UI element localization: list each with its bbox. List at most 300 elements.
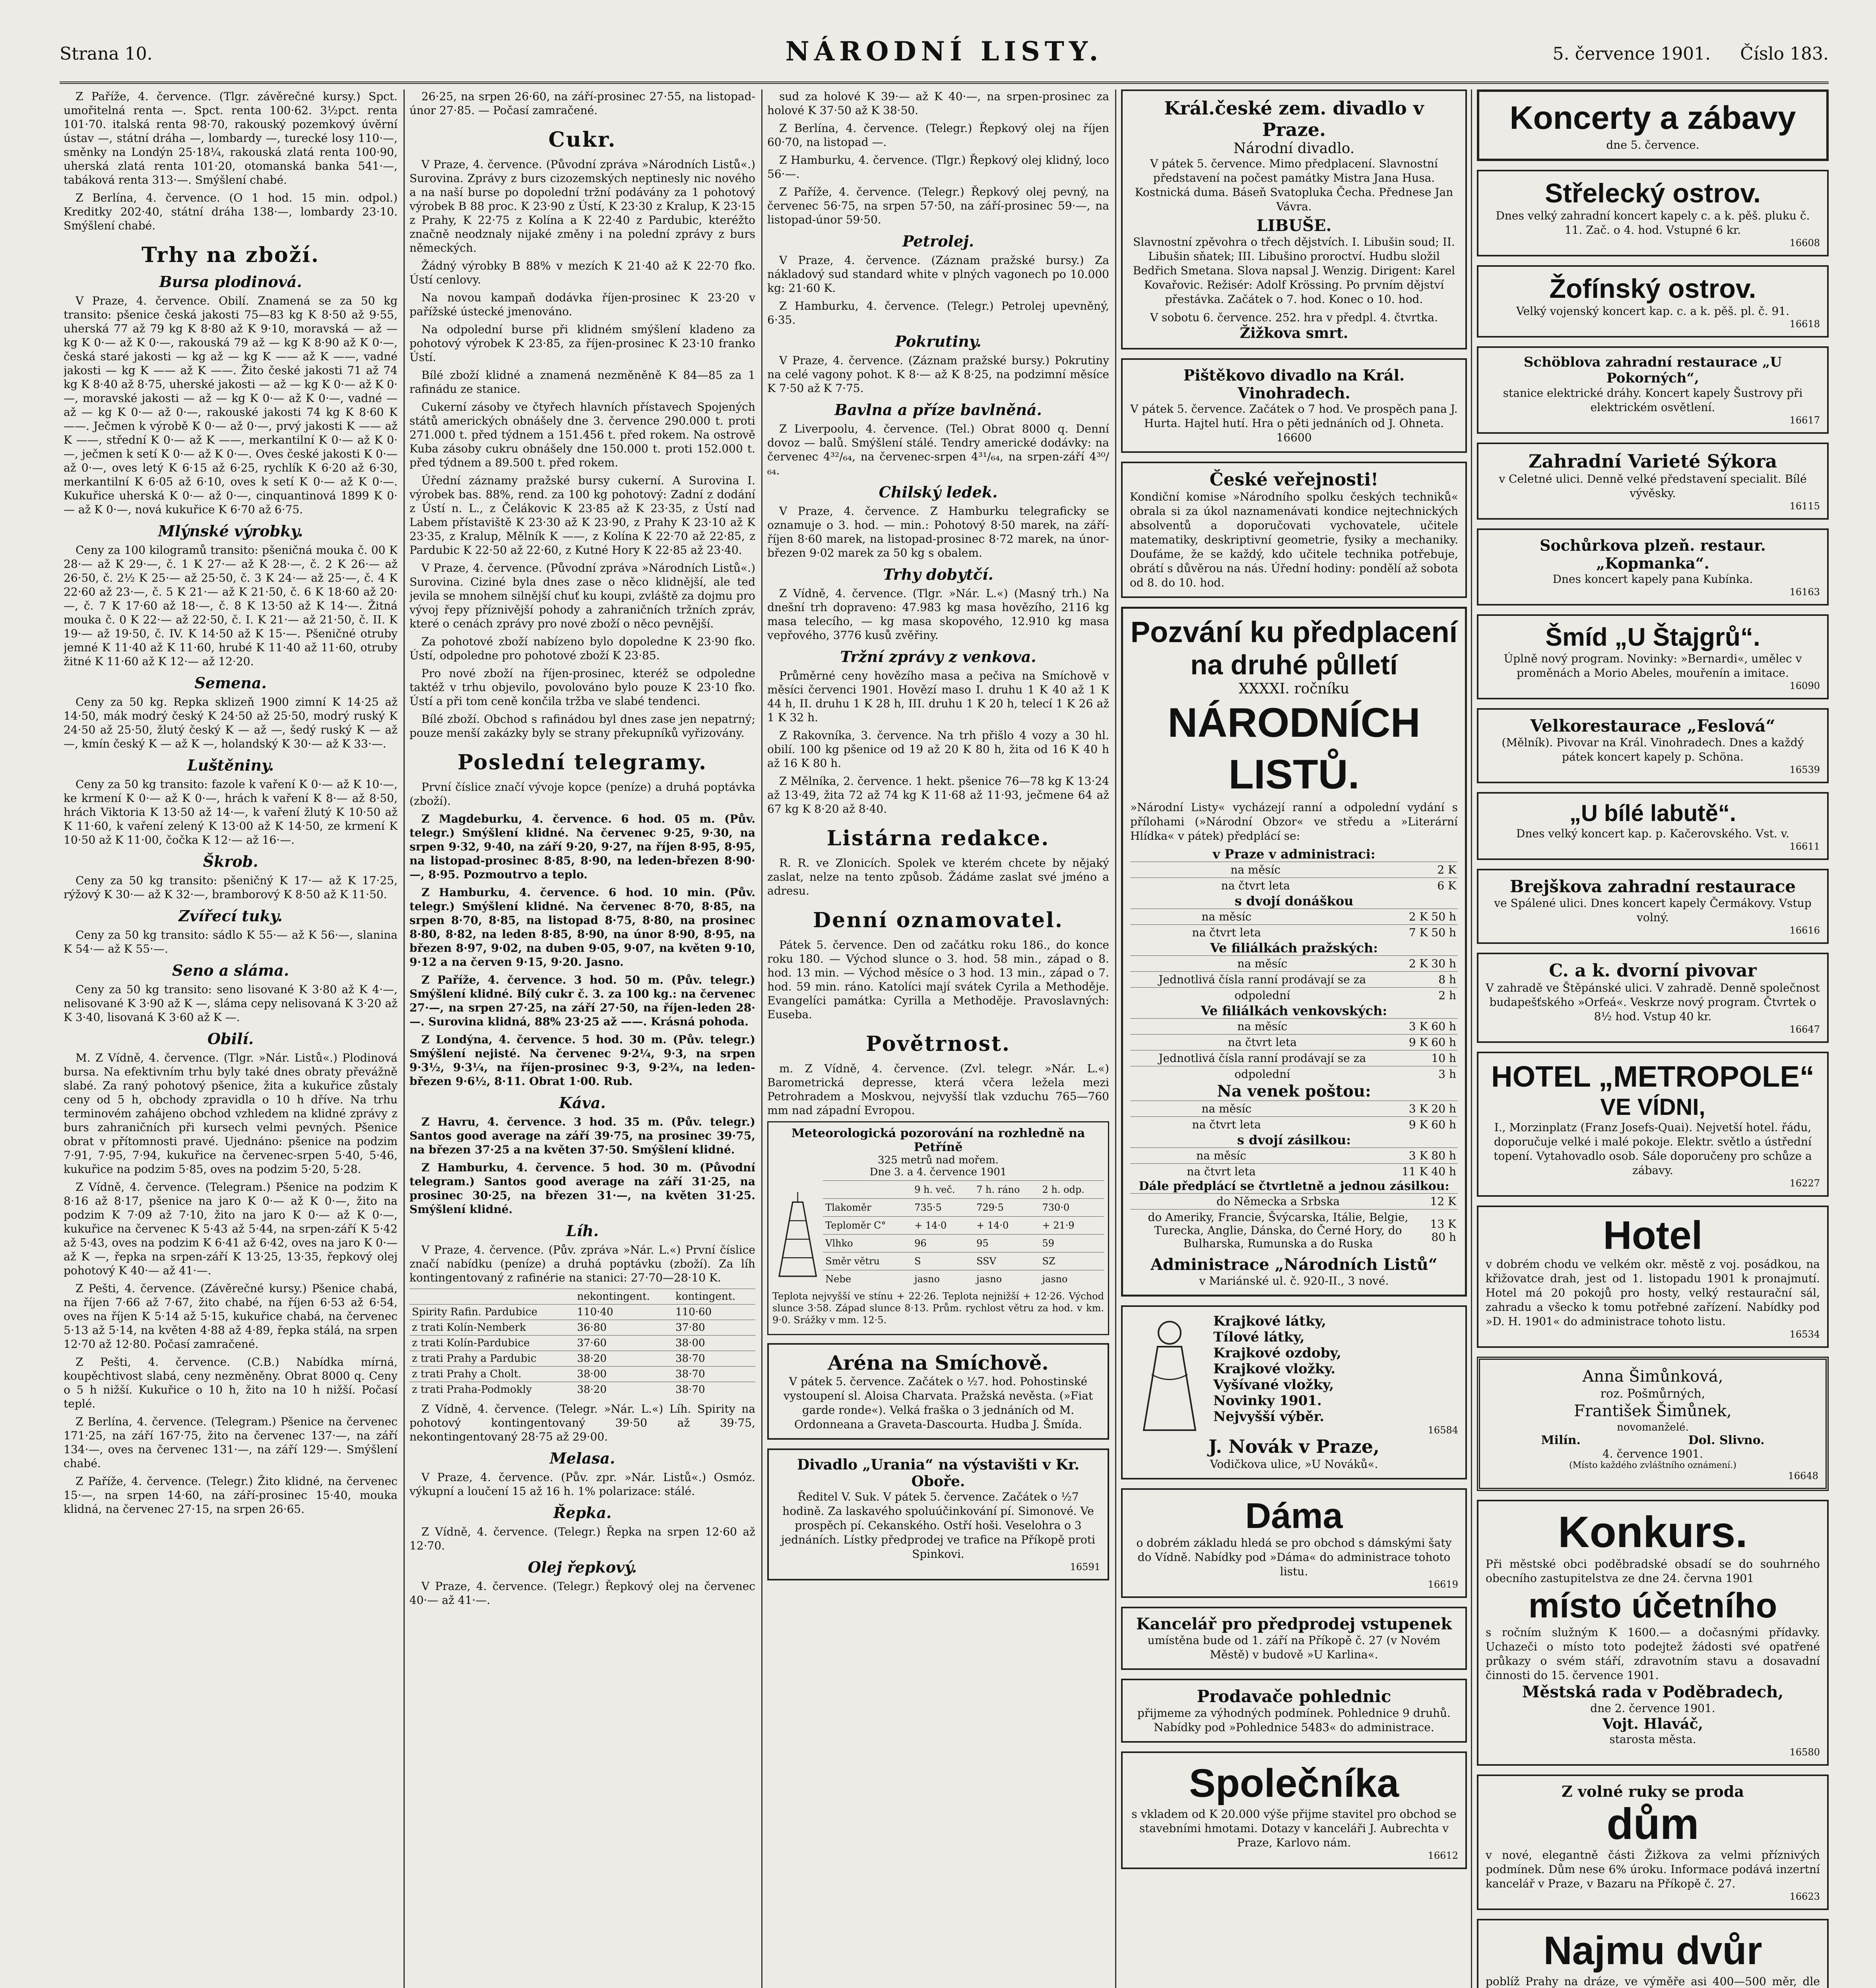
ad-arena — [767, 1343, 1109, 1440]
article-paragraph: Z Liverpoolu, 4. července. (Tel.) Obrat 8000 q. Denní dovoz — balů. Smýšlení stálé. Tendry americké dodávky: na červenec 4³²/₆₄, na červenec-srpen 4³¹/₆₄, na srpen-září 4³⁰/₆₄. — [767, 422, 1109, 477]
price-table — [1130, 1193, 1458, 1251]
price-table — [1130, 1101, 1458, 1132]
ad-number: 16115 — [1789, 501, 1820, 512]
table-header-cell: 7 h. ráno — [974, 1181, 1040, 1199]
ad-heading: LIBUŠE. — [1256, 216, 1332, 235]
article-paragraph: V Praze, 4. července. (Záznam pražské bursy.) Pokrutiny na celé vagony pohot. K 8·— až K 8·25, na podzimní měsíce K 7·50 až K 7·75. — [767, 354, 1109, 395]
table-cell: z trati Praha-Podmokly — [409, 1382, 575, 1398]
ad-feslova — [1477, 708, 1829, 783]
table-cell: na čtvrt leta — [1130, 1117, 1323, 1133]
table-cell: + 14·0 — [974, 1217, 1040, 1235]
article-paragraph: Ceny za 50 kg transito: seno lisované K 3·80 až K 4·—, nelisované K 3·90 až K —, sláma cepy nelisovaná K 3·20 až K 3·40, lisovaná K 3·60 až K —. — [64, 983, 398, 1024]
ad-brejska — [1477, 869, 1829, 944]
wedding-name: František Šimůnek, — [1574, 1402, 1732, 1420]
price-table — [1130, 909, 1458, 940]
table-cell: SZ — [1040, 1252, 1104, 1270]
subsection-heading: Tržní zprávy z venkova. — [840, 648, 1036, 666]
price-table — [1130, 1018, 1458, 1082]
ad-text: V pátek 5. července. Mimo předplacení. Slavnostní představení na počest památky Mistra Jana Husa. Kostnická duma. Báseň Svatopluka Čecha. Přednese Jan Vávra. — [1135, 157, 1453, 213]
ad-prodavace — [1121, 1679, 1467, 1743]
subsection-heading: Melasa. — [549, 1449, 615, 1467]
ad-title: HOTEL „METROPOLE“ — [1491, 1060, 1814, 1093]
column-5 — [1477, 89, 1829, 1988]
article-paragraph: Z Magdeburku, 4. července. 6 hod. 05 m. (Pův. telegr.) Smýšlení klidné. Na červenec 9·25, 9·30, na srpen 9·32, 9·40, na září 9·20, 9·27, na říjen 8·95, 8·95, na listopad-prosinec 8·85, 8·90, na leden-březen 8·90·—, 8·95. Pozmoutrvo a teplo. — [409, 812, 755, 881]
wedding-subtitle: novomanželé. — [1617, 1421, 1689, 1433]
ad-title: Hotel — [1603, 1213, 1703, 1258]
table-cell: 13 K 80 h — [1426, 1209, 1458, 1252]
section-heading: Trhy na zboží. — [142, 243, 320, 267]
ad-text: Velký vojenský koncert kap. c. a k. pěš. pl. č. 91. — [1516, 305, 1790, 318]
article-paragraph: Ceny za 50 kg transito: sádlo K 55·— až K 56·—, slanina K 54·— až K 55·—. — [64, 928, 398, 955]
table-cell: 9 K 60 h — [1395, 1035, 1458, 1050]
ad-number: 16619 — [1428, 1579, 1458, 1590]
ad-text: V sobotu 6. července. 252. hra v předpl. 4. čtvrtka. — [1150, 311, 1438, 324]
table-cell: na čtvrt leta — [1130, 925, 1323, 941]
meteo-title: Meteorologická pozorování na rozhledně na Petříně — [791, 1126, 1085, 1154]
table-cell: do Ameriky, Francie, Švýcarska, Itálie, Belgie, Turecka, Anglie, Dánska, do Černé Hory, do Bulharska, Rumunska a do Ruska — [1130, 1209, 1426, 1252]
article-paragraph: Z Hamburku, 4. července. (Tlgr.) Řepkový olej klidný, loco 56·—. — [767, 153, 1109, 181]
wedding-name: Anna Šimůnková, — [1582, 1367, 1723, 1386]
table-cell: 37·60 — [575, 1336, 673, 1351]
table-cell: jasno — [1040, 1270, 1104, 1288]
article-paragraph: R. R. ve Zlonicích. Spolek ve kterém chcete by nějaký zaslat, nelze na tento způsob. Žádáme zaslat své jméno a adresu. — [767, 856, 1109, 897]
table-row — [1130, 1117, 1458, 1133]
price-heading: s dvojí zásilkou: — [1237, 1132, 1351, 1147]
table-cell: 95 — [974, 1235, 1040, 1252]
price-table — [1130, 1147, 1458, 1179]
ad-ceske-verejnosti — [1121, 462, 1467, 598]
ad-text: Dnes velký zahradní koncert kapely c. a k. pěš. pluku č. 11. Zač. o 4. hod. Vstupné 6 kr. — [1496, 209, 1810, 237]
spirits-table — [409, 1289, 755, 1397]
ad-title: Prodavače pohlednic — [1197, 1687, 1391, 1706]
subsection-heading: Trhy dobytčí. — [883, 565, 993, 583]
ad-title: Král.české zem. divadlo v Praze. — [1164, 97, 1424, 140]
table-row — [823, 1217, 1104, 1235]
ad-smid — [1477, 614, 1829, 699]
subsection-heading: Bavlna a příze bavlněná. — [834, 401, 1042, 419]
table-cell: 6 K — [1381, 878, 1458, 894]
list-item: Krajkové ozdoby, — [1213, 1345, 1341, 1361]
ad-pokorny — [1477, 346, 1829, 434]
section-heading: Cukr. — [548, 128, 617, 152]
ad-number: 16591 — [1070, 1561, 1100, 1573]
ad-number: 16611 — [1789, 841, 1820, 852]
ad-title: C. a k. dvorní pivovar — [1549, 961, 1757, 981]
ad-number: 16623 — [1789, 1891, 1820, 1902]
ad-zofin — [1477, 265, 1829, 338]
table-cell: na čtvrt leta — [1130, 1035, 1395, 1050]
table-row — [409, 1305, 755, 1320]
price-table — [1130, 862, 1458, 893]
article-paragraph: Z Paříže, 4. července. (Tlgr. závěrečné kursy.) Spct. umořitelná renta —. Spct. renta 100·62. 3½pct. renta 101·70. italská renta 98·70, rakouský pozemkový úvěrní ústav —, státní dráha —, lombardy —, turecké losy 110·—, směnky na Londýn 25·18¼, rakouská zlatá renta 100·90, uherská zlatá renta 101·20, otomanská banka 541·—, tabáková renta 313·—. Smýšlení chabé. — [64, 90, 398, 186]
article-paragraph: Z Berlína, 4. července. (Telegram.) Pšenice na červenec 171·25, na září 167·75, žito na červenec 137·—, na září 134·—, oves na červenec 131·—, na září 129·—. Smýšlení chabé. — [64, 1415, 398, 1470]
article-paragraph: Pro nové zboží na říjen-prosinec, kteréž se odpoledne taktéž v trhu objevilo, povolováno bylo pouze K 23·10 fko. Ústí a při tom ceně končila tržba ve slabé tendenci. — [409, 667, 755, 708]
ad-number: 16648 — [1788, 1470, 1818, 1481]
ad-title: Velkorestaurace „Feslová“ — [1530, 716, 1775, 736]
table-cell: 8 h — [1395, 972, 1458, 988]
ad-text: I., Morzinplatz (Franz Josefs-Quai). Nejvetší hotel. řádu, doporučuje velké i malé pokoje. Elektr. světlo a ústřední topení. Vytahovadlo osob. Sále doporučeny pro schůze a zábavy. — [1494, 1121, 1812, 1177]
ad-kancelar — [1121, 1607, 1467, 1670]
ad-heading: místo účetního — [1528, 1586, 1777, 1625]
table-row — [1130, 1101, 1458, 1117]
ad-text: V pátek 5. července. Začátek o 7 hod. Ve prospěch pana J. Hurta. Hajtel hutí. Hra o pěti jednáních od J. Ohneta. 16600 — [1130, 402, 1458, 444]
wedding-note: (Místo každého zvláštního oznámení.) — [1569, 1460, 1736, 1470]
table-header-row — [823, 1181, 1104, 1199]
article-paragraph: Z Berlína, 4. července. (Telegr.) Řepkový olej na říjen 60·70, na listopad —. — [767, 122, 1109, 149]
meteo-notes: Teplota nejvyšší ve stínu + 22·26. Teplota nejnižší + 12·26. Východ slunce 3·58. Západ slunce 8·13. Prům. rychlost větru za hod. v km. 9·0. Srážky v mm. 12·5. — [772, 1291, 1104, 1326]
article-paragraph: Ceny za 50 kg transito: pšeničný K 17·— až K 17·25, rýžový K 30·— až K 32·—, bramborový K 8·50 až K 11·50. — [64, 874, 398, 901]
ad-title: „U bílé labutě“. — [1569, 800, 1736, 826]
table-cell: 735·5 — [912, 1199, 974, 1217]
table-cell: na měsíc — [1130, 862, 1381, 878]
ad-pivovar — [1477, 953, 1829, 1043]
column-3 — [767, 89, 1109, 1988]
wedding-place: Dol. Slivno. — [1688, 1433, 1765, 1447]
article-paragraph: Cukerní zásoby ve čtyřech hlavních přístavech Spojených států amerických obnášely dne 3. července 290.000 t. proti 271.000 t. před týdnem a 151.456 t. před rokem. Na ostrově Kuba zásoby cukru obnášely dne 150.000 t. proti 152.000 t. před týdnem a 89.500 t. před rokem. — [409, 400, 755, 469]
table-row — [1130, 1194, 1458, 1209]
section-heading: Poslední telegramy. — [457, 750, 708, 775]
article-paragraph: V Praze, 4. července. (Původní zpráva »Národních Listů«.) Surovina. Ciziné byla dnes zase o něco klidnější, ale teď jevila se mnohem silnější chuť ku koupi, zvláště za dojmu pro vývoj řepy příznivější pohody a zahraničních tržních zpráv, které o cenách zprávy pro nové zboží o něco pevnější. — [409, 561, 755, 630]
table-header-cell — [409, 1289, 575, 1305]
ad-title: Společníka — [1189, 1761, 1399, 1806]
ad-text: v dobrém chodu ve velkém okr. městě z voj. posádkou, na křižovatce drah, jest od 1. listopadu 1901 k pronajmutí. Hotel má 20 pokojů pro hosty, velký restaurační sál, zahradu a všecko k tomu potřebné zařízení. Nabídky pod »D. H. 1901« do administrace tohoto listu. — [1486, 1258, 1820, 1328]
ad-labut — [1477, 792, 1829, 860]
article-paragraph: Za pohotové zboží nabízeno bylo dopoledne K 23·90 fko. Ústí, odpoledne pro pohotové zboží K 23·85. — [409, 635, 755, 662]
ad-title: Brejškova zahradní restaurace — [1509, 877, 1796, 896]
list-item: Tílové látky, — [1213, 1329, 1305, 1345]
newspaper-title: NÁRODNÍ LISTY. — [785, 36, 1103, 67]
ad-number: 16616 — [1789, 925, 1820, 936]
ad-subtitle: na druhé půlletí — [1190, 649, 1398, 680]
list-item: Krajkové vložky. — [1213, 1361, 1336, 1377]
table-row — [1130, 878, 1458, 894]
ad-title: Divadlo „Urania“ na výstavišti v Kr. Oboře. — [797, 1456, 1080, 1490]
table-cell: 38·00 — [673, 1336, 755, 1351]
list-item: Vyšívané vložky, — [1213, 1377, 1334, 1393]
table-cell: 38·70 — [673, 1382, 755, 1398]
table-cell: na čtvrt leta — [1130, 1164, 1312, 1180]
wedding-name: roz. Pošmůrných, — [1600, 1387, 1705, 1401]
ad-title: Koncerty a zábavy — [1509, 100, 1796, 136]
table-cell: 9 K 60 h — [1323, 1117, 1458, 1133]
meteo-box — [767, 1121, 1109, 1335]
table-cell: 37·80 — [673, 1320, 755, 1336]
ad-number: 16227 — [1789, 1178, 1820, 1189]
article-paragraph: V Praze, 4. července. (Pův. zpr. »Nár. Listů«.) Osmóz. výkupní a loučení 15 až 16 h. 1% polarizace: stálé. — [409, 1471, 755, 1498]
table-header-cell — [823, 1181, 912, 1199]
ad-text: s ročním služným K 1600.— a dočasnými přídavky. Uchazeči o místo toto podejtež žádosti své opatřené průkazy o svém stáří, zdravotním stavu a dosavadní činnosti do 15. července 1901. — [1486, 1626, 1820, 1682]
article-paragraph: Z Pešti, 4. července. (Závěrečné kursy.) Pšenice chabá, na říjen 7·66 až 7·67, žito chabé, na říjen 6·53 až 6·54, oves na říjen K 5·14 až 5·15, kukuřice chabá, na červenec 5·13 až 5·14, na květen 4·88 až 4·89, řepka stálá, na srpen 12·70 až 12·80. Počasí zamračené. — [64, 1282, 398, 1351]
article-paragraph: Na novou kampaň dodávka říjen-prosinec K 23·20 v pařížské ústecké jmenováno. — [409, 291, 755, 318]
table-row — [823, 1199, 1104, 1217]
ad-urania — [767, 1448, 1109, 1580]
ad-title: Konkurs. — [1558, 1508, 1748, 1557]
table-cell: na měsíc — [1130, 1148, 1312, 1164]
table-cell: Nebe — [823, 1270, 912, 1288]
ad-novak — [1121, 1305, 1467, 1479]
subscription-ad — [1121, 607, 1467, 1297]
ad-title: J. Novák v Praze, — [1208, 1436, 1380, 1457]
table-cell: + 21·9 — [1040, 1217, 1104, 1235]
table-row — [823, 1270, 1104, 1288]
table-row — [409, 1367, 755, 1382]
table-row — [1130, 1209, 1458, 1252]
table-cell: SSV — [974, 1252, 1040, 1270]
section-heading: Denní oznamovatel. — [813, 908, 1063, 932]
table-cell: na měsíc — [1130, 1101, 1323, 1117]
article-paragraph: Ceny za 50 kg. Repka sklizeň 1900 zimní K 14·25 až 14·50, mák modrý český K 24·50 až 25·50, modrý ruský K 24·50 až 25·50, žlutý český K — až —, šedý ruský K — až —, kmín český K — až K —, holandský K 30·— až K 33·—. — [64, 695, 398, 750]
ad-text: dne 2. července 1901. — [1590, 1702, 1715, 1715]
table-cell: 2 K 30 h — [1395, 956, 1458, 972]
ad-text: Vodičkova ulice, »U Nováků«. — [1210, 1458, 1378, 1471]
ad-strelecky — [1477, 170, 1829, 256]
table-cell: 2 K 50 h — [1323, 909, 1458, 925]
table-cell: jasno — [974, 1270, 1040, 1288]
table-row — [1130, 925, 1458, 941]
table-cell: 11 K 40 h — [1312, 1164, 1458, 1180]
ad-text: starosta města. — [1609, 1733, 1696, 1746]
article-paragraph: Bílé zboží. Obchod s rafinádou byl dnes zase jen nepatrný; pouze menší zakázky byly se strany překupníků vyřizovány. — [409, 712, 755, 740]
column-divider — [404, 89, 405, 1988]
ad-text: s vkladem od K 20.000 výše přijme stavitel pro obchod se stavebními hmotami. Dotazy v kanceláři J. Aubrechta v Praze, Karlovo nám. — [1131, 1807, 1457, 1849]
ad-text: Dnes koncert kapely pana Kubínka. — [1552, 573, 1753, 586]
table-cell: 59 — [1040, 1235, 1104, 1252]
subsection-heading: Olej řepkový. — [528, 1558, 637, 1576]
header-rule — [60, 82, 1829, 84]
ad-number: 16580 — [1789, 1747, 1820, 1758]
table-cell: z trati Prahy a Cholt. — [409, 1367, 575, 1382]
table-cell: 38·20 — [575, 1382, 673, 1398]
column-2 — [409, 89, 755, 1988]
article-paragraph: Z Londýna, 4. července. 5 hod. 30 m. (Pův. telegr.) Smýšlení nejisté. Na červenec 9·2¼, 9·3, na srpen 9·3½, 9·3¼, na říjen-prosinec 9·3, 9·2¾, na leden-březen 9·6½, 8·11. Obrat 1·00. Rub. — [409, 1033, 755, 1088]
ad-vinohrady-theatre — [1121, 358, 1467, 453]
article-paragraph: V Praze, 4. července. (Záznam pražské bursy.) Za nákladový sud standard white v plných vagonech po 10.000 kg: 21·60 K. — [767, 254, 1109, 295]
article-paragraph: Z Paříže, 4. července. (Telegr.) Žito klidné, na červenec 15·—, na srpen 14·60, na září-prosinec 15·40, mouka klidná, na červenec 27·15, na srpen 26·65. — [64, 1475, 398, 1516]
ad-sochurek — [1477, 528, 1829, 606]
table-cell: odpolední — [1130, 1066, 1395, 1082]
table-cell: 38·20 — [575, 1351, 673, 1367]
ad-number: 16090 — [1789, 680, 1820, 691]
ad-number: 16584 — [1428, 1425, 1458, 1436]
list-item: Novinky 1901. — [1213, 1393, 1322, 1409]
article-paragraph: sud za holové K 39·— až K 40·—, na srpen-prosinec za holové K 37·50 až K 38·50. — [767, 90, 1109, 117]
column-4 — [1121, 89, 1467, 1988]
table-cell: 729·5 — [974, 1199, 1040, 1217]
article-paragraph: Z Mělníka, 2. července. 1 hekt. pšenice 76—78 kg K 13·24 až 13·49, žita 72 až 74 kg K 11·68 až 11·93, ječmene 64 až 67 kg K 8·20 až 8·40. — [767, 775, 1109, 815]
ad-text: o dobrém základu hledá se pro obchod s dámskými šaty do Vídně. Nabídky pod »Dáma« do administrace tohoto listu. — [1136, 1536, 1452, 1578]
ad-text: Úplně nový program. Novinky: »Bernardi«, umělec v proměnách a Morio Abeles, mouřenín a imitace. — [1504, 652, 1802, 679]
list-item: Nejvyšší výběr. — [1213, 1409, 1325, 1425]
ad-national-theatre — [1121, 89, 1467, 349]
ad-dama — [1121, 1488, 1467, 1598]
table-row — [1130, 972, 1458, 988]
article-paragraph: Úřední záznamy pražské bursy cukerní. A Surovina I. výrobek bas. 88%, rend. za 100 kg pohotový: Zadní z dodání z Ústí n. L., z Čelákovic K 23·85 až K 23·35, z Ústí nad Labem přístaviště K 23·30 až K 23·90, z Prahy K 23·10 až K 23·35, z Kralup, Mělník K ——, z Kolína K 22·70 až 22·85, z Pardubic K 22·50 až 22·60, z Kutné Hory K 22·85 až 23·40. — [409, 474, 755, 557]
ad-subtitle: VE VÍDNI, — [1600, 1094, 1705, 1120]
table-header-cell: 9 h. več. — [912, 1181, 974, 1199]
price-heading: Ve filiálkách venkovských: — [1201, 1003, 1387, 1018]
subsection-heading: Luštěniny. — [187, 756, 274, 774]
ad-title: Aréna na Smíchově. — [828, 1351, 1049, 1375]
article-paragraph: V Praze, 4. července. (Původní zpráva »Národních Listů«.) Surovina. Zprávy z burs cizozemských neptinesly nic nového a na naší burse po dopolední tržní podávány za 1 pohotový výrobek B 88 proc. K 23·90 z Ústí, K 23·30 z Kralup, K 23·15 z Prahy, K 22·75 z Kolína a K 22·40 z Pardubic, kteréžto značně neodznaly nijaké změny i na polední zprávy z burs německých. — [409, 158, 755, 254]
ad-title: Pozvání ku předplacení — [1130, 615, 1458, 648]
ad-number: 16608 — [1789, 237, 1820, 248]
ad-text: stanice elektrické dráhy. Koncert kapely Šustrovy při elektrickém osvětlení. — [1503, 386, 1803, 414]
table-cell: S — [912, 1252, 974, 1270]
ad-text: dne 5. července. — [1606, 138, 1699, 151]
meteo-body — [772, 1180, 1104, 1288]
ad-text: v Celetné ulici. Denně velké představení specialit. Bílé vývěsky. — [1499, 472, 1807, 500]
ad-sykora — [1477, 443, 1829, 520]
article-paragraph: Na odpolední burse při klidném smýšlení kladeno za pohotový výrobek K 23·85, za říjen-prosinec K 23·10 franko Ústí. — [409, 323, 755, 364]
article-paragraph: Z Pešti, 4. července. (C.B.) Nabídka mírná, koupěchtivost slabá, ceny nezměněny. Obrat 8000 q. Ceny o 5 h nižší. Kukuřice o 10 h, žito na 10 h nižší. Počasí teplé. — [64, 1355, 398, 1410]
table-row — [1130, 909, 1458, 925]
meteo-date: Dne 3. a 4. července 1901 — [869, 1166, 1007, 1178]
table-header-row — [409, 1289, 755, 1305]
table-row — [1130, 1019, 1458, 1035]
table-cell: 110·40 — [575, 1305, 673, 1320]
table-cell: + 14·0 — [912, 1217, 974, 1235]
table-row — [1130, 988, 1458, 1004]
novak-body — [1130, 1313, 1458, 1436]
issue-date: 5. července 1901. — [1552, 44, 1711, 64]
article-paragraph: 26·25, na srpen 26·60, na září-prosinec 27·55, na listopad-únor 27·85. — Počasí zamračené. — [409, 90, 755, 117]
page-header — [60, 28, 1829, 80]
subsection-heading: Petrolej. — [902, 232, 974, 250]
ad-text: XXXXI. ročníku — [1238, 681, 1350, 697]
article-paragraph: Žádný výrobky B 88% v mezích K 21·40 až K 22·70 fko. Ústí cenlovy. — [409, 259, 755, 286]
ad-signature: Vojt. Hlaváč, — [1602, 1716, 1703, 1732]
ad-signature: Městská rada v Poděbradech, — [1522, 1683, 1784, 1701]
meteo-subtitle: 325 metrů nad mořem. — [877, 1154, 999, 1166]
article-paragraph: V Praze, 4. července. (Telegr.) Řepkový olej na červenec 40·— až 41·—. — [409, 1580, 755, 1607]
article-paragraph: Z Vídně, 4. července. (Telegr. »Nár. L.«) Líh. Spirity na pohotový kontingentovaný 39·50 až 39·75, nekontingentovaný 28·75 až 29·00. — [409, 1402, 755, 1443]
table-row — [1130, 1066, 1458, 1082]
article-paragraph: V Praze, 4. července. Obilí. Znamená se za 50 kg transito: pšenice česká jakosti 75—83 kg K 8·50 až 9·55, uherská 77 až 79 kg K 8·80 až K 9·10, moravská — až — kg K 0·— až K 0·—, rakouská 79 až — kg K 8·90 až K 0·—, česká staré jakosti — kg až — kg K —— až K ——, vadné jakosti — kg K —— až K ——. Žito české jakosti 71 až 74 kg K 8·40 až 8·75, uherské jakosti — až — kg K 0·— až K 0·—, moravské jakosti — až — kg K 0·— až K 0·—, vadné — až — kg K 0·— až 0·—, rakouské jakosti 74 kg K 8·60 K ——. Ječmen k výrobě K 0·— až 0·—, prvý jakosti K —— až K ——, střední K 0·— až K ——, merkantilní K 0·— až K 0·—, ječmen k setí K 0·— až K 0·—. Oves české jakosti K 0·— až 0·—, oves letý K 6·15 až 6·25, rychlík K 6·20 až 6·30, merkantilní K 6·05 až 6·10, oves k setí K 0·— až K 0·—. Kukuřice uherská K 0·— až 0·—, cinquantinová 1899 K 0·— až K 0·—, nová kukuřice K 6·70 až 6·75. — [64, 294, 398, 516]
ad-koncerty — [1477, 89, 1829, 161]
ad-text: ve Spálené ulici. Dnes koncert kapely Čermákovy. Vstup volný. — [1494, 897, 1812, 924]
ad-text: V pátek 5. července. Začátek o ½7. hod. Pohostinské vystoupení sl. Aloisa Charvata. Pražská nevěsta. (»Fiat garde ronde«). Velká fraška o 3 jednáních od M. Ordonneana a Graveta-Dascourta. Hudba J. Šmída. — [783, 1375, 1093, 1431]
table-cell: na čtvrt leta — [1130, 878, 1381, 894]
ad-text: přijmeme za výhodných podmínek. Pohlednice 9 druhů. Nabídky pod »Pohlednice 5483« do administrace. — [1137, 1706, 1451, 1734]
table-cell: z trati Kolín-Pardubice — [409, 1336, 575, 1351]
subsection-heading: Káva. — [559, 1094, 606, 1112]
ad-konkurs — [1477, 1500, 1829, 1766]
article-paragraph: Z Hamburku, 4. července. 5 hod. 30 m. (Původní telegram.) Santos good average na září 31·25, na prosinec 30·25, na březen 31·—, na květen 31·25. Smýšlení klidné. — [409, 1161, 755, 1216]
article-paragraph: Z Rakovníka, 3. července. Na trh přišlo 4 vozy a 30 hl. obilí. 100 kg pšenice od 19 až 20 K 80 h, žita od 16 K 40 h až 16 K 80 h. — [767, 729, 1109, 770]
column-divider — [1471, 89, 1472, 1988]
ad-text: V zahradě ve Štěpánské ulici. V zahradě. Denně společnost budapešťského »Orfeá«. Veskrze nový program. Čtvrtek o 8½ hod. Vstup 40 kr. — [1486, 981, 1820, 1023]
section-heading: Povětrnost. — [866, 1032, 1011, 1056]
petrin-tower-icon — [772, 1180, 823, 1288]
price-heading: Dále předplácí se čtvrtletně a jednou zásilkou: — [1139, 1179, 1449, 1193]
article-paragraph: Bílé zboží klidné a znamená nezměněně K 84—85 za 1 rafinádu ze stanice. — [409, 369, 755, 396]
price-heading: s dvojí donáškou — [1234, 893, 1354, 909]
table-header-cell: 2 h. odp. — [1040, 1181, 1104, 1199]
table-row — [409, 1351, 755, 1367]
ad-number: 16617 — [1789, 415, 1820, 426]
ad-text: Dnes velký koncert kap. p. Kačerovského. Vst. v. — [1516, 827, 1790, 840]
article-paragraph: V Praze, 4. července. (Pův. zpráva »Nár. L.«) První číslice značí nabídku (peníze) a druhá poptávku (zboží). Za líh kontingentovaný z rafinérie na stanici: 27·70—28·10 K. — [409, 1243, 755, 1284]
price-heading: Ve filiálkách pražských: — [1210, 940, 1378, 955]
ad-title: Žofínský ostrov. — [1549, 274, 1756, 304]
subsection-heading: Škrob. — [203, 852, 258, 870]
table-row — [1130, 1035, 1458, 1050]
price-heading: v Praze v administraci: — [1213, 846, 1375, 862]
ad-number: 16647 — [1789, 1024, 1820, 1035]
table-cell: 3 K 80 h — [1312, 1148, 1458, 1164]
article-paragraph: Z Berlína, 4. července. (O 1 hod. 15 min. odpol.) Kreditky 202·40, státní dráha 138·—, lombardy 23·10. Smýšlení chabé. — [64, 191, 398, 232]
ad-title: Dáma — [1245, 1496, 1343, 1536]
krajky-list — [1209, 1313, 1458, 1436]
subsection-heading: Zvířecí tuky. — [178, 907, 283, 925]
table-cell: Tlakoměr — [823, 1199, 912, 1217]
ad-number: 16618 — [1789, 318, 1820, 330]
ad-hotel — [1477, 1206, 1829, 1348]
ad-text: v Mariánské ul. č. 920-II., 3 nové. — [1199, 1274, 1389, 1287]
table-header-cell: nekontingent. — [575, 1289, 673, 1305]
ad-title: Schöblova zahradní restaurace „U Pokorných“, — [1523, 354, 1782, 386]
table-row — [823, 1252, 1104, 1270]
table-cell: 3 K 20 h — [1323, 1101, 1458, 1117]
list-item: Krajkové látky, — [1213, 1313, 1326, 1329]
ad-wedding — [1477, 1357, 1829, 1491]
table-cell: jasno — [912, 1270, 974, 1288]
subsection-heading: Mlýnské výrobky. — [158, 522, 303, 540]
table-cell: na měsíc — [1130, 1019, 1395, 1035]
price-table — [1130, 955, 1458, 1003]
table-cell: do Německa a Srbska — [1130, 1194, 1426, 1209]
table-row — [823, 1235, 1104, 1252]
table-row — [1130, 1148, 1458, 1164]
ad-text: v nové, elegantně části Žižkova za velmi příznivých podmínek. Dům nese 6% úroku. Informace podává inzertní kancelář v Praze, v Bazaru na Příkopě č. 27. — [1486, 1848, 1820, 1890]
ad-title: dům — [1606, 1800, 1699, 1848]
table-cell: 2 h — [1395, 988, 1458, 1004]
table-header-cell: kontingent. — [673, 1289, 755, 1305]
ad-text: Kondiční komise »Národního spolku českých techniků« obrala si za úkol naznamenávati kondice nejtechnických absolventů a doporučovati vychovatele, učitele matematiky, deskriptivní geometrie, fysiky a mechaniky. Doufáme, že se každý, kdo učitele technika potřebuje, obrátí s důvěrou na nás. Úřední hodiny: pondělí až sobota od 8. do 10. hod. — [1130, 490, 1458, 589]
subsection-heading: Semena. — [194, 674, 267, 692]
table-cell: 36·80 — [575, 1320, 673, 1336]
section-heading: Listárna redakce. — [826, 826, 1050, 850]
subsection-heading: Chilský ledek. — [879, 483, 998, 501]
ad-text: poblíž Prahy na dráze, ve výměře asi 400—500 měr, dle — [1486, 1975, 1820, 1988]
article-paragraph: Pátek 5. července. Den od začátku roku 186., do konce roku 180. — Východ slunce o 3. hod. 58 min., západ o 8. hod. 13 min. — Východ měsíce o 3 hod. 13 min., západ o 7. hod. 59 min. ráno. Katolíci mají svátek Cyrila a Methoděje. Evangelíci památka: Cyrilla a Methoděje. Pravoslavných: Euseba. — [767, 938, 1109, 1021]
newspaper-name: NÁRODNÍCH LISTŮ. — [1168, 700, 1420, 798]
article-paragraph: Ceny za 50 kg transito: fazole k vaření K 0·— až K 10·—, ke krmení K 0·— až K 0·—, hrách k vaření K 8·— až 8·50, hrách Viktoria K 13·50 až 14·—, k vaření žlutý K 10·50 až K 11·60, k vaření zelený K 13·00 až K 14·50, ze krmení K 10·50 až K 11·00, čočka K 12·— až 16·—. — [64, 778, 398, 846]
ad-title: Šmíd „U Štajgrů“. — [1545, 623, 1760, 651]
ad-title: České veřejnosti! — [1209, 470, 1379, 490]
article-paragraph: V Praze, 4. července. Z Hamburku telegraficky se oznamuje o 3. hod. — min.: Pohotový 8·50 marek, na září-říjen 8·60 marek, na listopad-prosinec 8·72 marek, na únor-březen 9·02 marek za 50 kg s obalem. — [767, 505, 1109, 559]
table-cell: 3 h — [1395, 1066, 1458, 1082]
ad-number: 16539 — [1789, 764, 1820, 775]
table-row — [1130, 1164, 1458, 1180]
subsection-heading: Bursa plodinová. — [159, 273, 302, 291]
ad-text: Při městské obci poděbradské obsadí se do souhrného obecního zastupitelstva ze dne 24. června 1901 — [1486, 1557, 1820, 1585]
ad-number: 16163 — [1789, 586, 1820, 598]
table-cell: 38·70 — [673, 1367, 755, 1382]
ad-title: Sochůrkova plzeň. restaur. „Kopmanka“. — [1540, 536, 1766, 572]
ad-subtitle: Národní divadlo. — [1233, 140, 1355, 157]
table-cell: odpolední — [1130, 988, 1395, 1004]
ad-number: 16534 — [1789, 1329, 1820, 1340]
ad-heading: Žižkova smrt. — [1240, 325, 1348, 342]
ad-text: umístěna bude od 1. září na Příkopě č. 27 (v Novém Městě) v budově »U Karlina«. — [1147, 1634, 1441, 1661]
table-cell: 96 — [912, 1235, 974, 1252]
wedding-date: 4. července 1901. — [1602, 1447, 1703, 1460]
article-paragraph: Z Hamburku, 4. července. (Telegr.) Petrolej upevněný, 6·35. — [767, 299, 1109, 326]
column-divider — [761, 89, 762, 1988]
ad-subtitle: Z volné ruky se proda — [1561, 1782, 1744, 1800]
article-paragraph: Z Havru, 4. července. 3 hod. 35 m. (Pův. telegr.) Santos good average na září 39·75, na prosinec 39·75, na březen 37·25 a na květen 37·50. Smýšlení klidné. — [409, 1115, 755, 1156]
